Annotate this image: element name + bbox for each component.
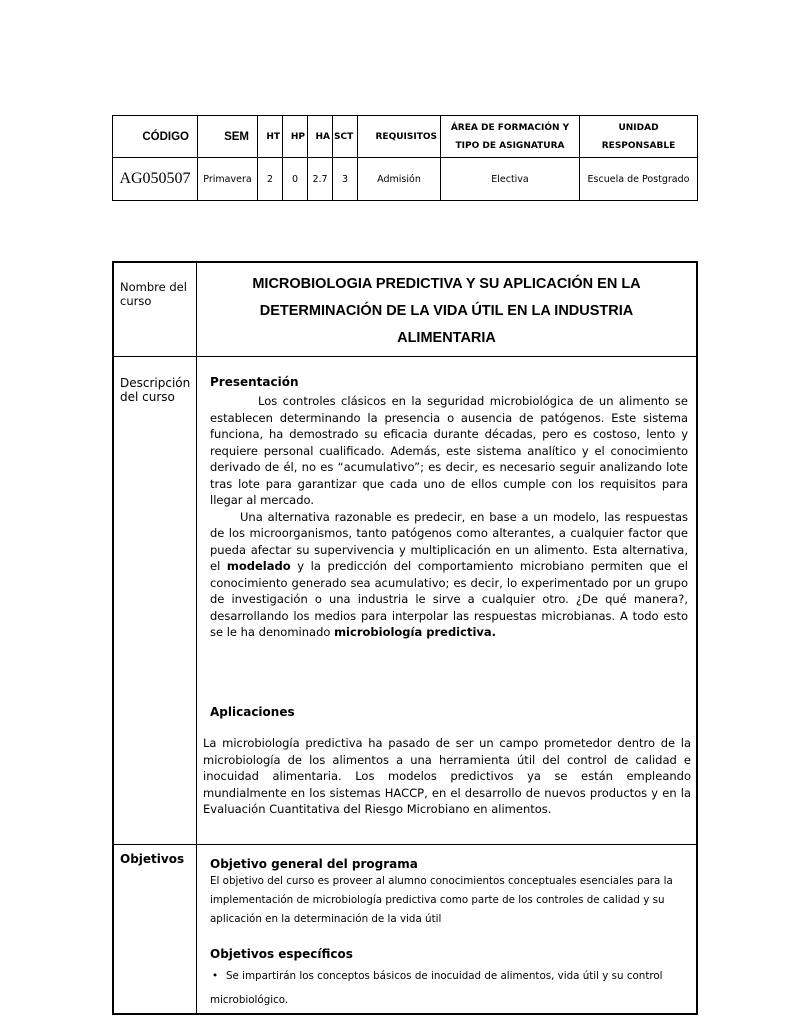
cell-hp: 0	[291, 173, 299, 185]
presentacion-heading: Presentación	[210, 375, 299, 389]
header-sem: SEM	[224, 130, 249, 143]
bullet-icon: •	[212, 970, 219, 982]
objetivo-especifico-item	[210, 964, 686, 1012]
header-ht: HT	[266, 131, 280, 142]
header-sct: SCT	[334, 131, 354, 142]
table-border	[112, 261, 114, 1015]
header-area-line2: TIPO DE ASIGNATURA	[455, 140, 565, 151]
course-title-line3: ALIMENTARIA	[397, 330, 496, 346]
label-objetivos: Objetivos	[120, 852, 185, 866]
header-unidad-line1: UNIDAD	[618, 122, 659, 133]
table-border	[112, 200, 698, 201]
cell-ht: 2	[266, 173, 274, 185]
presentacion-paragraph-1: Los controles clásicos en la seguridad microbiológica de un alimento se establecen determinando la presencia o ausencia de patógenos. Este sistema funciona, ha demostrado su eficacia durante décadas, pero es costoso, lento y requiere personal cualificado. Además, este sistema analítico y el conocimiento derivado de él, no es “acumulativo”; es decir, es necesario seguir analizando lote tras lote para garantizar que cada uno de ellos cumple con los requisitos para llegar al mercado.	[210, 394, 688, 507]
aplicaciones-heading: Aplicaciones	[210, 705, 295, 719]
header-area-formacion	[441, 116, 579, 157]
table-border	[112, 261, 698, 263]
label-nombre-curso: Nombre del curso	[120, 280, 187, 308]
cell-unidad: Escuela de Postgrado	[587, 173, 690, 185]
objetivo-especifico-text: Se impartirán los conceptos básicos de inocuidad de alimentos, vida útil y su control microbiológico.	[210, 970, 663, 1006]
course-title-line2: DETERMINACIÓN DE LA VIDA ÚTIL EN LA INDUSTRIA	[259, 303, 634, 319]
objetivo-general-heading: Objetivo general del programa	[210, 857, 418, 871]
cell-requisitos: Admisión	[377, 173, 421, 185]
header-requisitos: REQUISITOS	[375, 131, 437, 142]
table-divider	[196, 261, 197, 1015]
course-title	[197, 271, 696, 352]
header-codigo: CÓDIGO	[142, 130, 189, 143]
paragraph-text: Una alternativa razonable es predecir, en base a un modelo, las respuestas de los microorganismos, tanto patógenos como alterantes, a cualquier factor que pueda afectar su supervivencia y multiplicación en un alimento. Esta alternativa, el	[210, 509, 688, 573]
bold-term-modelado: modelado	[226, 559, 291, 573]
header-hp: HP	[290, 131, 305, 142]
objetivos-especificos-heading: Objetivos específicos	[210, 947, 353, 961]
cell-sem: Primavera	[203, 173, 252, 185]
table-border	[112, 1013, 698, 1015]
header-ha: HA	[315, 131, 330, 142]
cell-sct: 3	[341, 173, 349, 185]
course-title-line1: MICROBIOLOGIA PREDICTIVA Y SU APLICACIÓN EN LA	[252, 276, 641, 292]
header-unidad-responsable	[580, 116, 697, 157]
presentacion-paragraph-2	[210, 509, 688, 641]
objetivo-general-text: El objetivo del curso es proveer al alumno conocimientos conceptuales esenciales para la implementación de microbiología predictiva como parte de los controles de calidad y su aplicación en la determinación de la vida útil	[210, 875, 673, 925]
header-area-line1: ÁREA DE FORMACIÓN Y	[450, 122, 570, 133]
bold-term-microbiologia-predictiva: microbiología predictiva.	[334, 625, 497, 639]
cell-codigo: AG050507	[119, 170, 191, 187]
cell-ha: 2.7	[312, 173, 328, 185]
cell-area: Electiva	[491, 173, 529, 185]
table-border	[696, 261, 698, 1015]
label-descripcion-curso: Descripción del curso	[120, 376, 191, 404]
objetivos-especificos-list	[210, 964, 686, 1012]
table-border	[697, 115, 698, 201]
header-unidad-line2: RESPONSABLE	[601, 140, 676, 151]
aplicaciones-body: La microbiología predictiva ha pasado de ser un campo prometedor dentro de la microbiología de los alimentos a una herramienta útil del control de calidad e inocuidad alimentaria. Los modelos predictivos ya se están empleando mundialmente en los sistemas HACCP, en el desarrollo de nuevos productos y en la Evaluación Cuantitativa del Riesgo Microbiano en alimentos.	[203, 736, 691, 816]
paragraph-text: y la predicción del comportamiento microbiano permiten que el conocimiento generado sea acumulativo; es decir, lo experimentado por un grupo de investigación o una industria le sirve a cualquier otro. ¿De qué manera?, desarrollando los medios para interpolar las respuestas microbianas. A todo esto se le ha denominado	[210, 559, 688, 639]
table-divider	[112, 356, 698, 357]
table-divider	[112, 844, 698, 845]
presentacion-body	[210, 393, 688, 641]
